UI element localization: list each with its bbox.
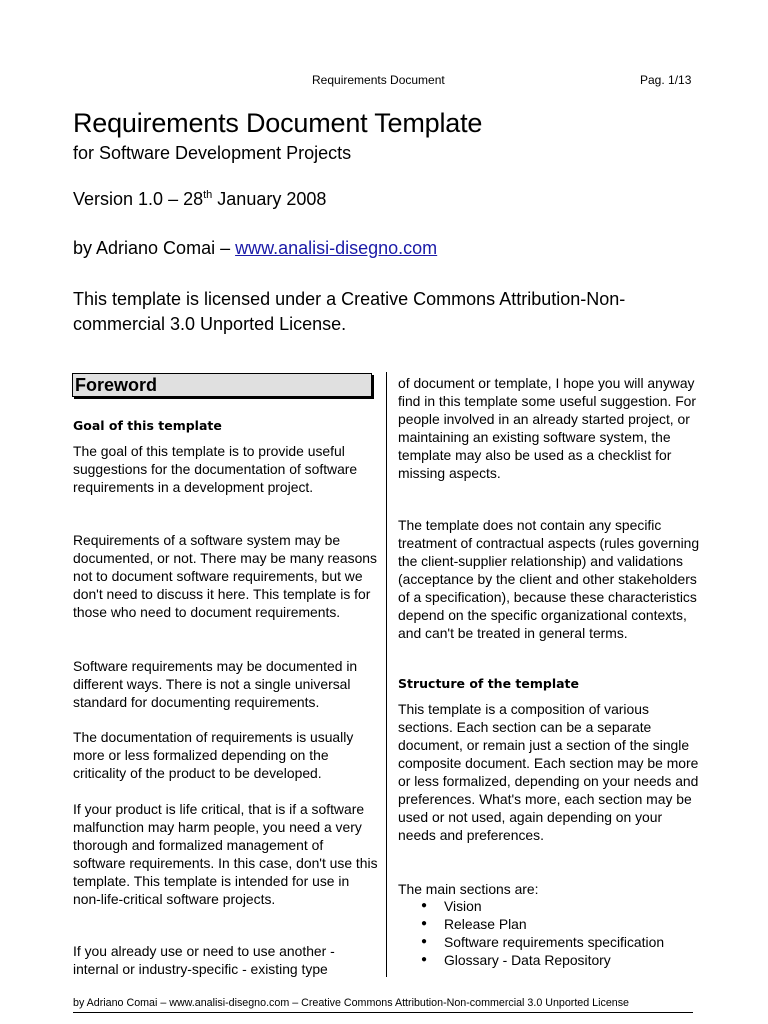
document-title: Requirements Document Template bbox=[73, 108, 483, 138]
version-prefix: Version 1.0 – 28 bbox=[73, 189, 204, 209]
left-paragraph-3b: The documentation of requirements is usually more or less formalized depending on the criticality of the product to be developed. bbox=[73, 729, 354, 781]
document-subtitle: for Software Development Projects bbox=[73, 143, 352, 163]
main-sections-list bbox=[398, 897, 703, 969]
goal-heading: Goal of this template bbox=[73, 418, 222, 433]
right-paragraph-2: The template does not contain any specific treatment of contractual aspects (rules governing the client-supplier relationship) and validations (acceptance by the client and other stakeholders of a specification), because these characteristics depend on the specific organizational contexts, and can't be treated in general terms. bbox=[398, 517, 700, 641]
license-statement: This template is licensed under a Creative Commons Attribution-Non-commercial 3.0 Unported License. bbox=[73, 289, 626, 334]
column-divider bbox=[386, 372, 387, 977]
footer-rule bbox=[73, 1012, 693, 1013]
list-item: ● Glossary - Data Repository bbox=[398, 951, 703, 969]
foreword-heading: Foreword bbox=[72, 373, 372, 397]
right-paragraph-1: of document or template, I hope you will anyway find in this template some useful suggestion. For people involved in an already started project, or maintaining an existing software system, the template may also be used as a checklist for missing aspects. bbox=[398, 375, 697, 481]
left-paragraph-4: If you already use or need to use another - internal or industry-specific - existing type bbox=[73, 943, 335, 977]
left-paragraph-3a: Software requirements may be documented in different ways. There is not a single universal standard for documenting requirements. bbox=[73, 658, 358, 710]
left-paragraph-1: The goal of this template is to provide useful suggestions for the documentation of software requirements in a development project. bbox=[73, 443, 358, 495]
author-line bbox=[73, 238, 437, 259]
list-item: ● Vision bbox=[398, 897, 703, 915]
version-line bbox=[73, 189, 326, 210]
list-item: ● Software requirements specification bbox=[398, 933, 703, 951]
right-paragraph-4: The main sections are: bbox=[398, 881, 539, 897]
left-paragraph-3c: If your product is life critical, that is if a software malfunction may harm people, you need a very thorough and formalized management of software requirements. In this case, don't use this template. This template is intended for use in non-life-critical software projects. bbox=[73, 801, 378, 907]
structure-heading: Structure of the template bbox=[398, 676, 579, 691]
page-number: Pag. 1/13 bbox=[640, 73, 692, 87]
author-link[interactable]: www.analisi-disegno.com bbox=[235, 238, 438, 258]
header-title: Requirements Document bbox=[312, 73, 445, 87]
author-prefix: by Adriano Comai – bbox=[73, 238, 236, 258]
list-item: ● Release Plan bbox=[398, 915, 703, 933]
left-paragraph-2: Requirements of a software system may be documented, or not. There may be many reasons not to document software requirements, but we don't need to discuss it here. This template is for those who need to document requirements. bbox=[73, 532, 377, 620]
right-paragraph-3: This template is a composition of various sections. Each section can be a separate document, or remain just a section of the single composite document. Each section may be more or less formalized, depending on your needs and preferences. What's more, each section may be used or not used, again depending on your needs and preferences. bbox=[398, 701, 699, 843]
version-suffix: January 2008 bbox=[212, 189, 327, 209]
version-sup: th bbox=[203, 189, 213, 201]
footer-text: by Adriano Comai – www.analisi-disegno.com – Creative Commons Attribution-Non-commercial 3.0 Unported License bbox=[73, 997, 629, 1009]
